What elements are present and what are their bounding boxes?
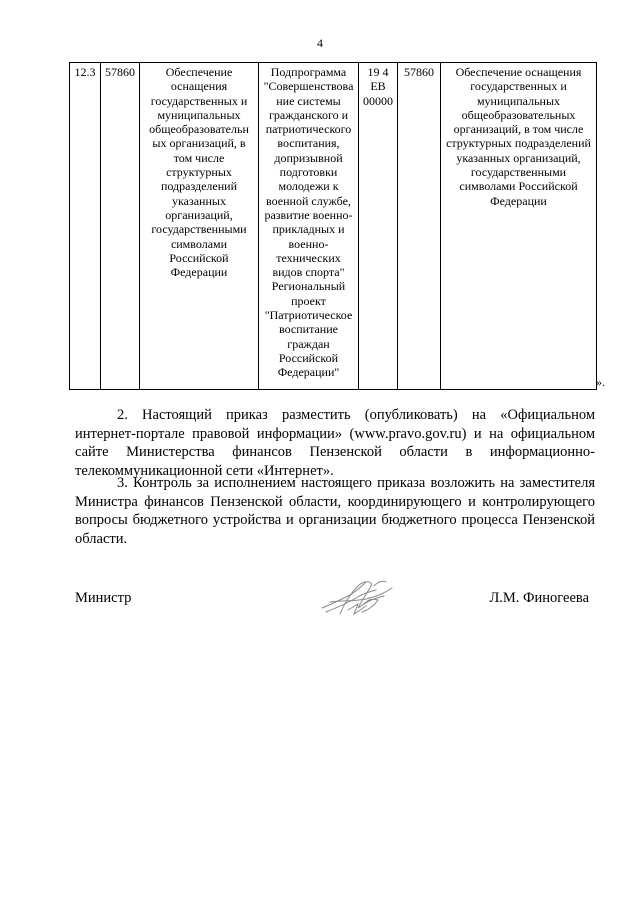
code2-cell: 57860 bbox=[398, 63, 441, 390]
page-number: 4 bbox=[317, 36, 323, 50]
signer-name: Л.М. Финогеева bbox=[489, 590, 589, 606]
program-table bbox=[69, 62, 597, 390]
code-cell: 57860 bbox=[101, 63, 140, 390]
paragraph-2-number: 2. bbox=[117, 407, 128, 423]
signer-title: Министр bbox=[75, 590, 132, 606]
kbk-cell: 19 4 ЕВ 00000 bbox=[359, 63, 398, 390]
paragraph-3 bbox=[75, 474, 595, 548]
purpose-cell: Обеспечение оснащения государственных и муниципальных общеобразовательн ых организаций, в том числе структурных подразделений указанных организаций, государственными символами Российской Федерации bbox=[140, 63, 259, 390]
paragraph-2-text: Настоящий приказ разместить (опубликовать) на «Официальном интернет-портале правовой информации» (www.pravo.gov.ru) и на официальном сайте Министерства финансов Пензенской области в информационно-телекоммуникационной сети «Интернет». bbox=[75, 407, 595, 479]
description-cell: Обеспечение оснащения государственных и муниципальных общеобразовательных организаций, в том числе структурных подразделений указанных организаций, государственными символами Российской Федерации bbox=[441, 63, 597, 390]
paragraph-3-number: 3. bbox=[117, 475, 128, 491]
closing-quote-mark: ». bbox=[596, 375, 605, 389]
program-cell: Подпрограмма "Совершенствова ние системы гражданского и патриотического воспитания, допризывной подготовки молодежи к военной службе, развитие военно-прикладных и военно-технических видов спорта" Региональный проект "Патриотическое воспитание граждан Российской Федерации" bbox=[259, 63, 359, 390]
table-row bbox=[70, 63, 597, 390]
handwritten-signature-icon bbox=[318, 574, 398, 622]
paragraph-2 bbox=[75, 406, 595, 480]
paragraph-3-text: Контроль за исполнением настоящего приказа возложить на заместителя Министра финансов Пензенской области, координирующего и контролирующего вопросы бюджетного устройства и организации бюджетного процесса Пензенской области. bbox=[75, 475, 595, 547]
signature-block bbox=[75, 590, 595, 620]
row-number-cell: 12.3 bbox=[70, 63, 101, 390]
